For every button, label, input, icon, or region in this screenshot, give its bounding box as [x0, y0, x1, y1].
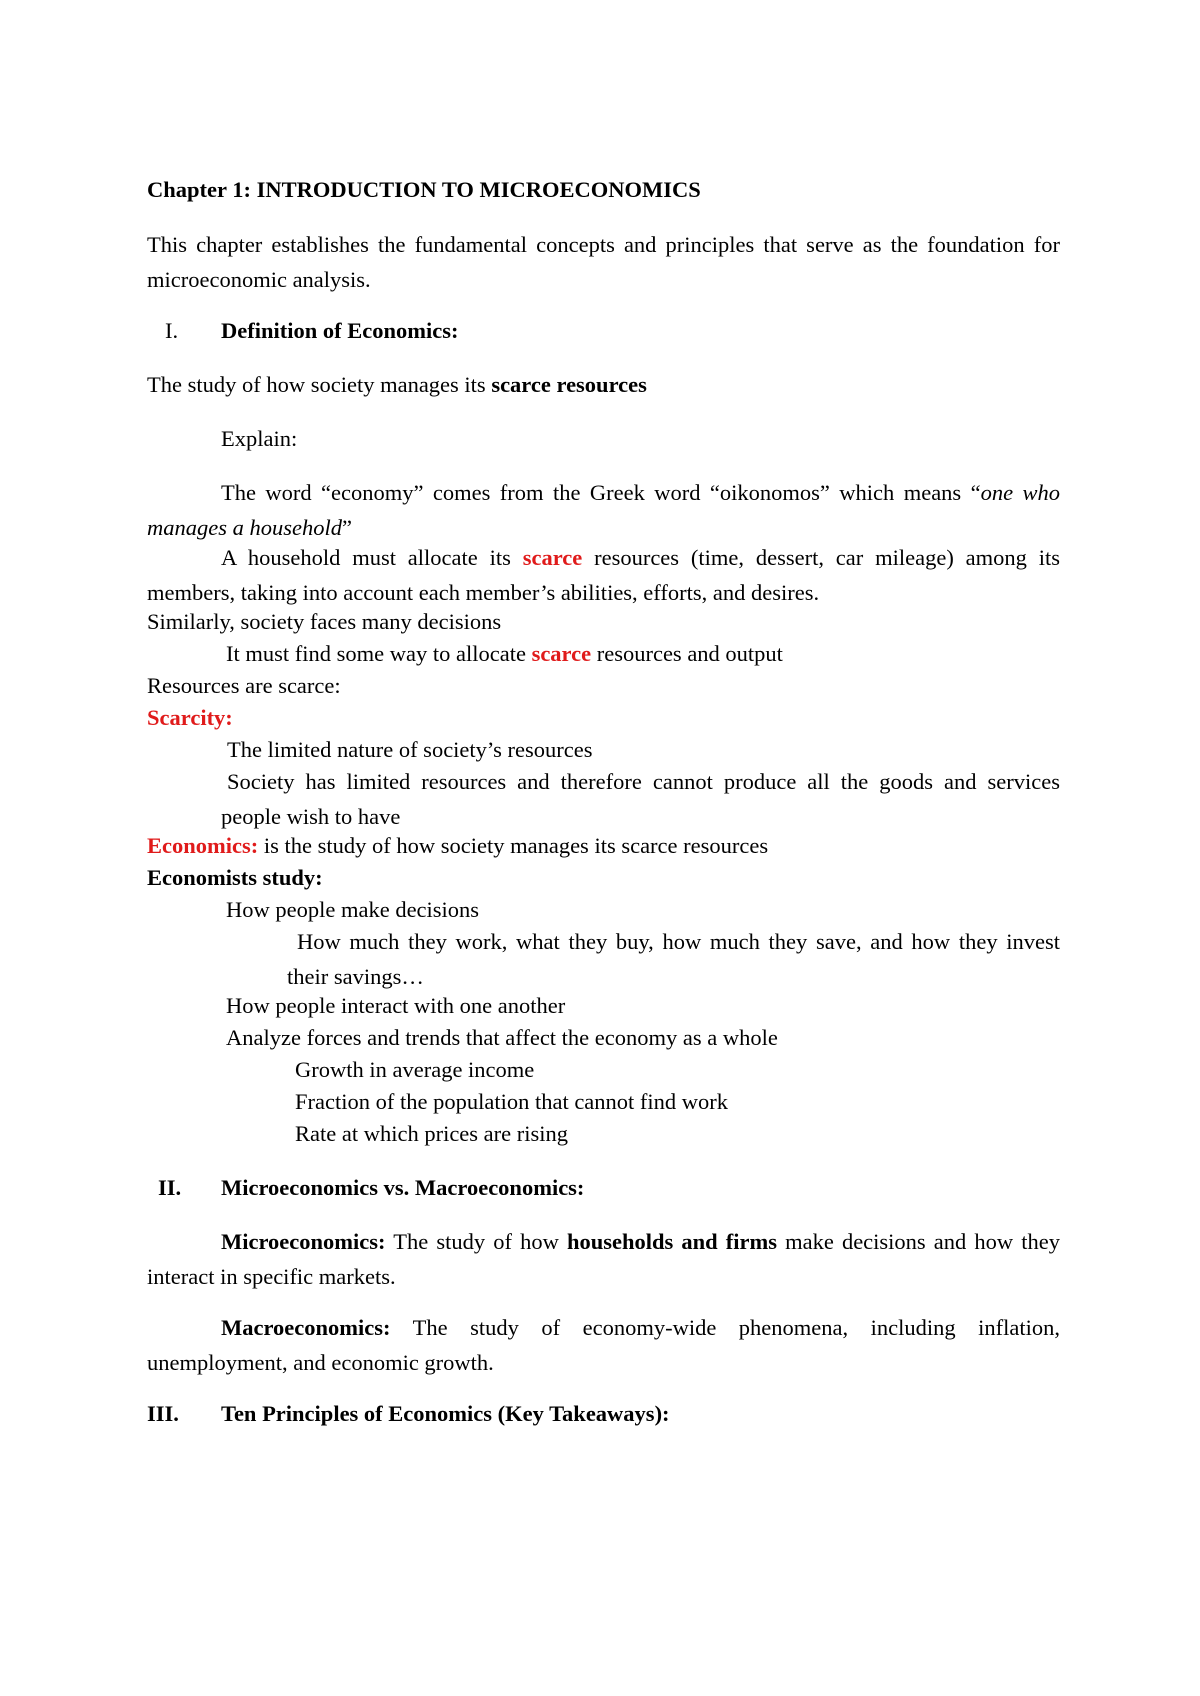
study-subitem: Growth in average income — [295, 1057, 535, 1082]
closing-quote: ” — [342, 514, 352, 540]
household-text-cont: resources (time, dessert, car mileage) among its members, taking into account each member’s abilities, efforts, and desires. — [147, 545, 1061, 605]
study-subitem: Fraction of the population that cannot find work — [295, 1089, 729, 1114]
explain-label: Explain: — [221, 426, 298, 451]
economists-study-label: Economists study: — [147, 865, 323, 890]
micro-text: The study of how — [385, 1229, 567, 1254]
definition-emphasis: scarce resources — [491, 372, 647, 397]
allocate-line — [226, 637, 783, 672]
study-item: How people make decisions — [226, 897, 480, 922]
chapter-title: Chapter 1: INTRODUCTION TO MICROECONOMICS — [147, 177, 701, 202]
definition-text: The study of how society manages its — [147, 372, 492, 397]
study-subitem: Rate at which prices are rising — [295, 1121, 569, 1146]
micro-paragraph — [147, 1225, 1060, 1294]
micro-emphasis: households and firms — [566, 1229, 777, 1254]
section-number: II. — [158, 1175, 182, 1200]
macro-text: The study of economy-wide phenomena, including inflation, unemployment, and economic growth. — [147, 1315, 1060, 1375]
scarce-emphasis: scarce — [522, 545, 583, 570]
intro-paragraph: This chapter establishes the fundamental concepts and principles that serve as the foundation for microeconomic analysis. — [147, 232, 1060, 292]
micro-label: Microeconomics: — [221, 1229, 386, 1254]
scarcity-point: The limited nature of society’s resources — [227, 737, 593, 762]
definition-line — [147, 368, 647, 403]
micro-text-cont: make decisions and how they interact in specific markets. — [147, 1229, 1060, 1289]
economics-label: Economics: — [147, 833, 259, 858]
economy-paragraph — [147, 476, 1060, 545]
section-heading: Ten Principles of Economics (Key Takeaways): — [221, 1401, 670, 1426]
economics-text: is the study of how society manages its scarce resources — [258, 833, 769, 858]
household-text: A household must allocate its — [221, 545, 523, 570]
macro-paragraph — [147, 1311, 1060, 1380]
household-paragraph — [147, 541, 1060, 610]
scarce-emphasis: scarce — [531, 641, 592, 666]
economy-text: The word “economy” comes from the Greek word “oikonomos” which means “ — [221, 480, 981, 505]
scarcity-point: Society has limited resources and therefore cannot produce all the goods and services people wish to have — [221, 769, 1060, 829]
section-number: III. — [147, 1401, 179, 1426]
economics-definition — [147, 829, 768, 864]
society-line: Similarly, society faces many decisions — [147, 609, 502, 634]
study-item: Analyze forces and trends that affect the economy as a whole — [226, 1025, 778, 1050]
section-number: I. — [165, 318, 179, 343]
section-heading: Definition of Economics: — [221, 318, 459, 343]
study-item: How people interact with one another — [226, 993, 566, 1018]
allocate-text: It must find some way to allocate — [226, 641, 532, 666]
oikonomos-meaning: one who manages a household — [147, 480, 1061, 540]
section-heading: Microeconomics vs. Macroeconomics: — [221, 1175, 585, 1200]
scarcity-label: Scarcity: — [147, 705, 233, 730]
resources-line: Resources are scarce: — [147, 673, 341, 698]
study-subitem: How much they work, what they buy, how much they save, and how they invest their savings… — [287, 929, 1060, 989]
allocate-text-cont: resources and output — [591, 641, 783, 666]
macro-label: Macroeconomics: — [221, 1315, 391, 1340]
